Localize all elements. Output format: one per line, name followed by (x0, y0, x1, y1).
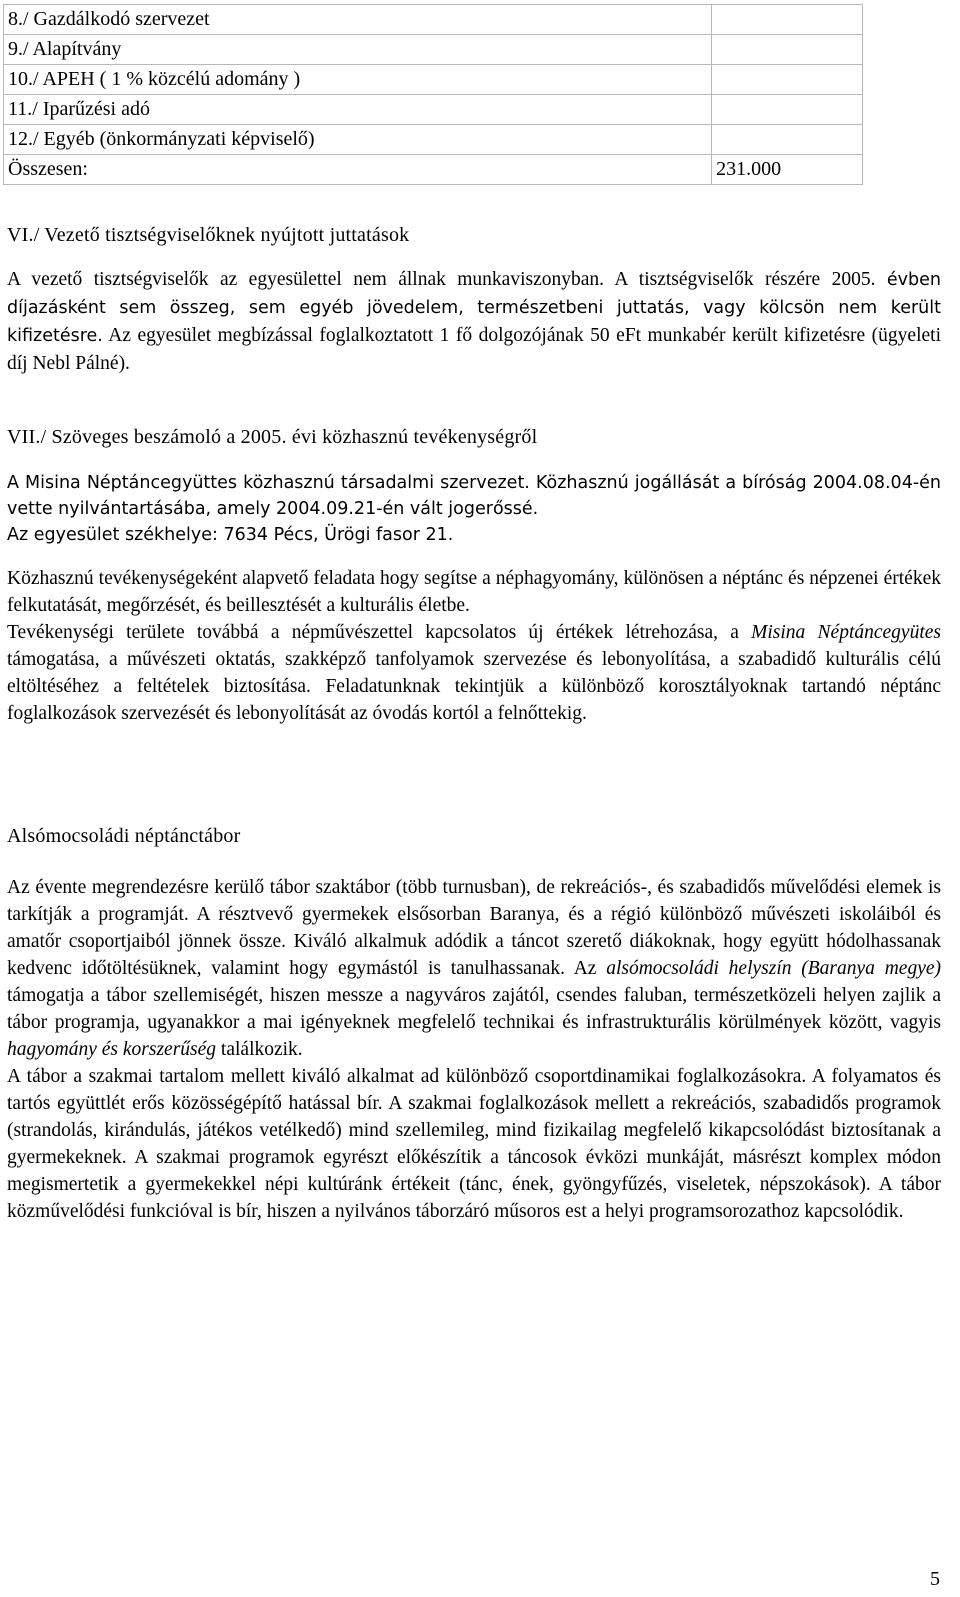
section-7-activities: Tevékenységi területe továbbá a népművészettel kapcsolatos új értékek létrehozása, a Misina Néptáncegyütes támogatása, a művészeti oktatás, szakképző tanfolyamok szervezése és lebonyolítása, a szabadidő kulturális célú eltöltéséhez a feltételek biztosítása. Feladatunknak tekintjük a különböző korosztályoknak tartandó néptánc foglalkozások szervezését és lebonyolítását az óvodás kortól a felnőttekig. (7, 622, 941, 724)
table-row (4, 95, 863, 125)
table-row (4, 65, 863, 95)
section-6-paragraph: A vezető tisztségviselők az egyesülettel nem állnak munkaviszonyban. A tisztségviselők részére 2005. évben díjazásként sem összeg, sem egyéb jövedelem, természetbeni juttatás, vagy kölcsön nem került kifizetésre. Az egyesület megbízással foglalkoztatott 1 fő dolgozójának 50 eFt munkabér került kifizetésre (ügyeleti díj Nebl Pálné). (7, 269, 941, 374)
page-number: 5 (930, 1568, 940, 1590)
table-row (4, 155, 863, 185)
row-value (712, 65, 863, 95)
row-label: Összesen: (4, 155, 712, 185)
row-value (712, 125, 863, 155)
section-7-intro: A Misina Néptáncegyüttes közhasznú társadalmi szervezet. Közhasznú jogállását a bíróság 2004.08.04-én vette nyilvántartásába, amely 2004.09.21-én vált jogerőssé. (7, 473, 941, 519)
row-value (712, 35, 863, 65)
row-value (712, 95, 863, 125)
row-label: 8./ Gazdálkodó szervezet (4, 5, 712, 35)
section-7 (7, 424, 941, 727)
camp-paragraph-1: Az évente megrendezésre kerülő tábor szaktábor (több turnusban), de rekreációs-, és szabadidős művelődési elemek is tarkítják a programját. A résztvevő gyermekek elsősorban Baranya, és a régió különböző művészeti iskoláiból és amatőr csoportjaiból jönnek össze. Kiváló alkalmuk adódik a táncot szerető diákoknak, hogy együtt hódolhassanak kedvenc időtöltésüknek, valamint hogy egymástól is tanulhassanak. Az alsómocsoládi helyszín (Baranya megye) támogatja a tábor szellemiségét, hiszen messze a nagyváros zajától, csendes faluban, természetközeli helyen zajlik a tábor programja, ugyanakkor a mai igényeknek megfelelő technikai és infrastrukturális körülmények között, vagyis hagyomány és korszerűség találkozik. (7, 877, 941, 1060)
section-7-purpose: Közhasznú tevékenységeként alapvető feladata hogy segítse a néphagyomány, különösen a néptánc és népzenei értékek felkutatását, megőrzését, és beillesztését a kulturális életbe. (7, 568, 941, 616)
section-7-heading: VII./ Szöveges beszámoló a 2005. évi közhasznú tevékenységről (7, 426, 538, 448)
income-table (3, 4, 863, 185)
section-6 (7, 222, 941, 377)
row-value: 231.000 (712, 155, 863, 185)
table-row (4, 125, 863, 155)
section-7-address: Az egyesület székhelye: 7634 Pécs, Ürögi fasor 21. (7, 525, 454, 545)
row-label: 11./ Iparűzési adó (4, 95, 712, 125)
row-label: 12./ Egyéb (önkormányzati képviselő) (4, 125, 712, 155)
camp-heading: Alsómocsoládi néptánctábor (7, 825, 241, 847)
section-6-heading: VI./ Vezető tisztségviselőknek nyújtott juttatások (7, 224, 410, 246)
row-label: 10./ APEH ( 1 % közcélú adomány ) (4, 65, 712, 95)
table-row (4, 35, 863, 65)
camp-section (7, 823, 941, 1225)
camp-paragraph-2: A tábor a szakmai tartalom mellett kiváló alkalmat ad különböző csoportdinamikai foglalkozásokra. A folyamatos és tartós együttlét erős közösségépítő hatással bír. A szakmai foglalkozások mellett a rekreációs, szabadidős programok (strandolás, kirándulás, játékos vetélkedő) mind szellemileg, mind fizikailag megfelelő kikapcsolódást biztosítanak a gyermekeknek. A szakmai programok egyrészt előkészítik a táncosok évközi munkáját, másrészt komplex módon megismertetik a gyermekekkel népi kultúránk értékeit (tánc, ének, gyöngyfűzés, viseletek, népszokások). A tábor közművelődési funkcióval is bír, hiszen a nyilvános táborzáró műsoros est a helyi programsorozathoz kapcsolódik. (7, 1066, 941, 1222)
table-row (4, 5, 863, 35)
row-value (712, 5, 863, 35)
row-label: 9./ Alapítvány (4, 35, 712, 65)
